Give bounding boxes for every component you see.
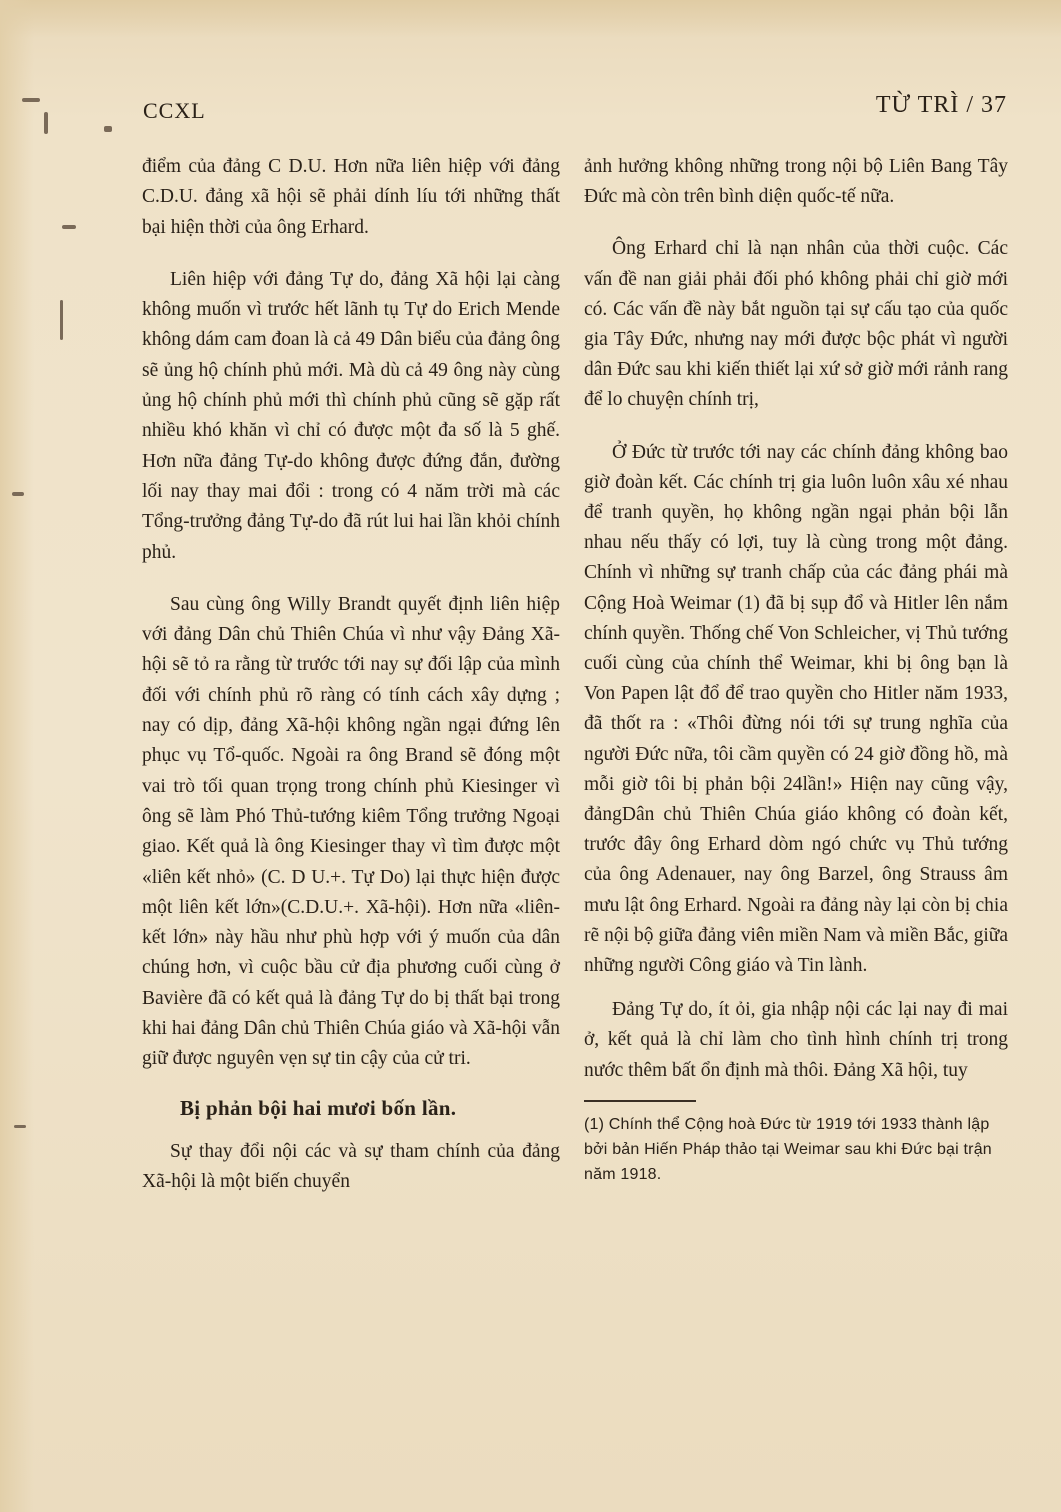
paragraph: Sau cùng ông Willy Brandt quyết định liên hiệp với đảng Dân chủ Thiên Chúa vì như vậy Đảng Xã-hội sẽ tỏ ra rằng từ trước tới nay sự đối lập của mình đối với chính phủ rõ ràng có tính cách xây dựng ; nay có dịp, đảng Xã-hội không ngần ngại đứng lên phục vụ Tổ-quốc. Ngoài ra ông Brand sẽ đóng một vai trò tối quan trọng trong chính phủ Kiesinger vì ông sẽ làm Phó Thủ-tướng kiêm Tổng trưởng Ngoại giao. Kết quả là ông Kiesinger thay vì tìm được một «liên kết nhỏ» (C. D U.+. Tự Do) lại thực hiện được một liên kết lớn»(C.D.U.+. Xã-hội). Hơn nữa «liên-kết lớn» này hầu như phù hợp với ý muốn của dân chúng hơn, vì cuộc bầu cử địa phương cuối cùng ở Bavière đã có kết quả là đảng Tự do bị thất bại trong khi hai đảng Dân chủ Thiên Chúa giáo và Xã-hội vẫn giữ được nguyên vẹn sự tin cậy của cử tri. — [142, 593, 560, 1070]
section-heading: Bị phản bội hai mươi bốn lần. — [180, 1095, 457, 1120]
margin-mark — [44, 112, 48, 134]
paragraph: ảnh hưởng không những trong nội bộ Liên Bang Tây Đức mà còn trên bình diện quốc-tế nữa. — [584, 156, 1008, 208]
paragraph: Ở Đức từ trước tới nay các chính đảng không bao giờ đoàn kết. Các chính trị gia luôn luôn xâu xé nhau để tranh quyền, họ không ngần ngại phản bội lẫn nhau nếu thấy có lợi, tuy là cùng trong một đảng. Chính vì những sự tranh chấp của các đảng phái mà Cộng Hoà Weimar (1) đã bị sụp đổ và Hitler lên nắm chính quyền. Thống chế Von Schleicher, vị Thủ tướng cuối cùng của chính thể Weimar, khi bị ông bạn là Von Papen lật đổ để trao quyền cho Hitler năm 1933, đã thốt ra : «Thôi đừng nói tới sự trung nghĩa của người Đức nữa, tôi cầm quyền có 24 giờ đồng hồ, mà mỗi giờ tôi bị phản bội 24lần!» Hiện nay cũng vậy, đảngDân chủ Thiên Chúa giáo không có đoàn kết, trước đây ông Erhard dòm ngó chức vụ Thủ tướng của ông Adenauer, nay ông Barzel, ông Strauss âm mưu lật ông Erhard. Ngoài ra đảng này lại còn bị chia rẽ nội bộ giữa đảng viên miền Nam và miền Bắc, giữa những người Công giáo và Tin lành. — [584, 441, 1008, 977]
margin-mark — [60, 300, 63, 340]
margin-mark — [62, 225, 76, 229]
running-head-page-number: TỪ TRÌ / 37 — [875, 92, 1007, 118]
margin-mark — [14, 1125, 26, 1128]
paragraph: điểm của đảng C D.U. Hơn nữa liên hiệp với đảng C.D.U. đảng xã hội sẽ phải dính líu tới những thất bại hiện thời của ông Erhard. — [142, 156, 560, 238]
paragraph: Ông Erhard chỉ là nạn nhân của thời cuộc. Các vấn đề nan giải phải đối phó không phải chỉ giờ mới có. Các vấn đề này bắt nguồn tại sự cấu tạo của quốc gia Tây Đức, nhưng nay mới được bộc phát vì người dân Đức sau khi kiến thiết lại xứ sở giờ mới rảnh rang để lo chuyện chính trị, — [584, 238, 1008, 411]
footnote-rule — [584, 1100, 696, 1102]
paper-edge-top — [0, 0, 1061, 38]
paper-edge-left — [0, 0, 34, 1512]
paragraph: Liên hiệp với đảng Tự do, đảng Xã hội lại càng không muốn vì trước hết lãnh tụ Tự do Erich Mende không dám cam đoan là cả 49 Dân biểu của đảng ông sẽ ủng hộ chính phủ mới. Mà dù cả 49 ông này cùng ủng hộ chính phủ mới thì chính phủ cũng sẽ gặp rất nhiều khó khăn vì chỉ có được một đa số là 5 ghế. Hơn nữa đảng Tự-do không được đứng đắn, đường lối nay thay mai đổi : trong có 4 năm trời mà các Tổng-trưởng đảng Tự-do đã rút lui hai lần khỏi chính phủ. — [142, 268, 560, 563]
left-column — [142, 152, 560, 1198]
margin-mark — [22, 98, 40, 102]
paragraph: Đảng Tự do, ít ỏi, gia nhập nội các lại nay đi mai ở, kết quả là chỉ làm cho tình hình chính trị trong nước thêm bất ổn định mà thôi. Đảng Xã hội, tuy — [584, 999, 1008, 1081]
margin-mark — [104, 126, 112, 132]
running-head-left: CCXL — [143, 98, 206, 123]
margin-mark — [12, 492, 24, 496]
right-column — [584, 152, 1008, 1187]
footnote: (1) Chính thể Cộng hoà Đức từ 1919 tới 1933 thành lập bởi bản Hiến Pháp thảo tại Weimar sau khi Đức bại trận năm 1918. — [584, 1115, 992, 1183]
paragraph: Sự thay đổi nội các và sự tham chính của đảng Xã-hội là một biến chuyển — [142, 1140, 560, 1193]
